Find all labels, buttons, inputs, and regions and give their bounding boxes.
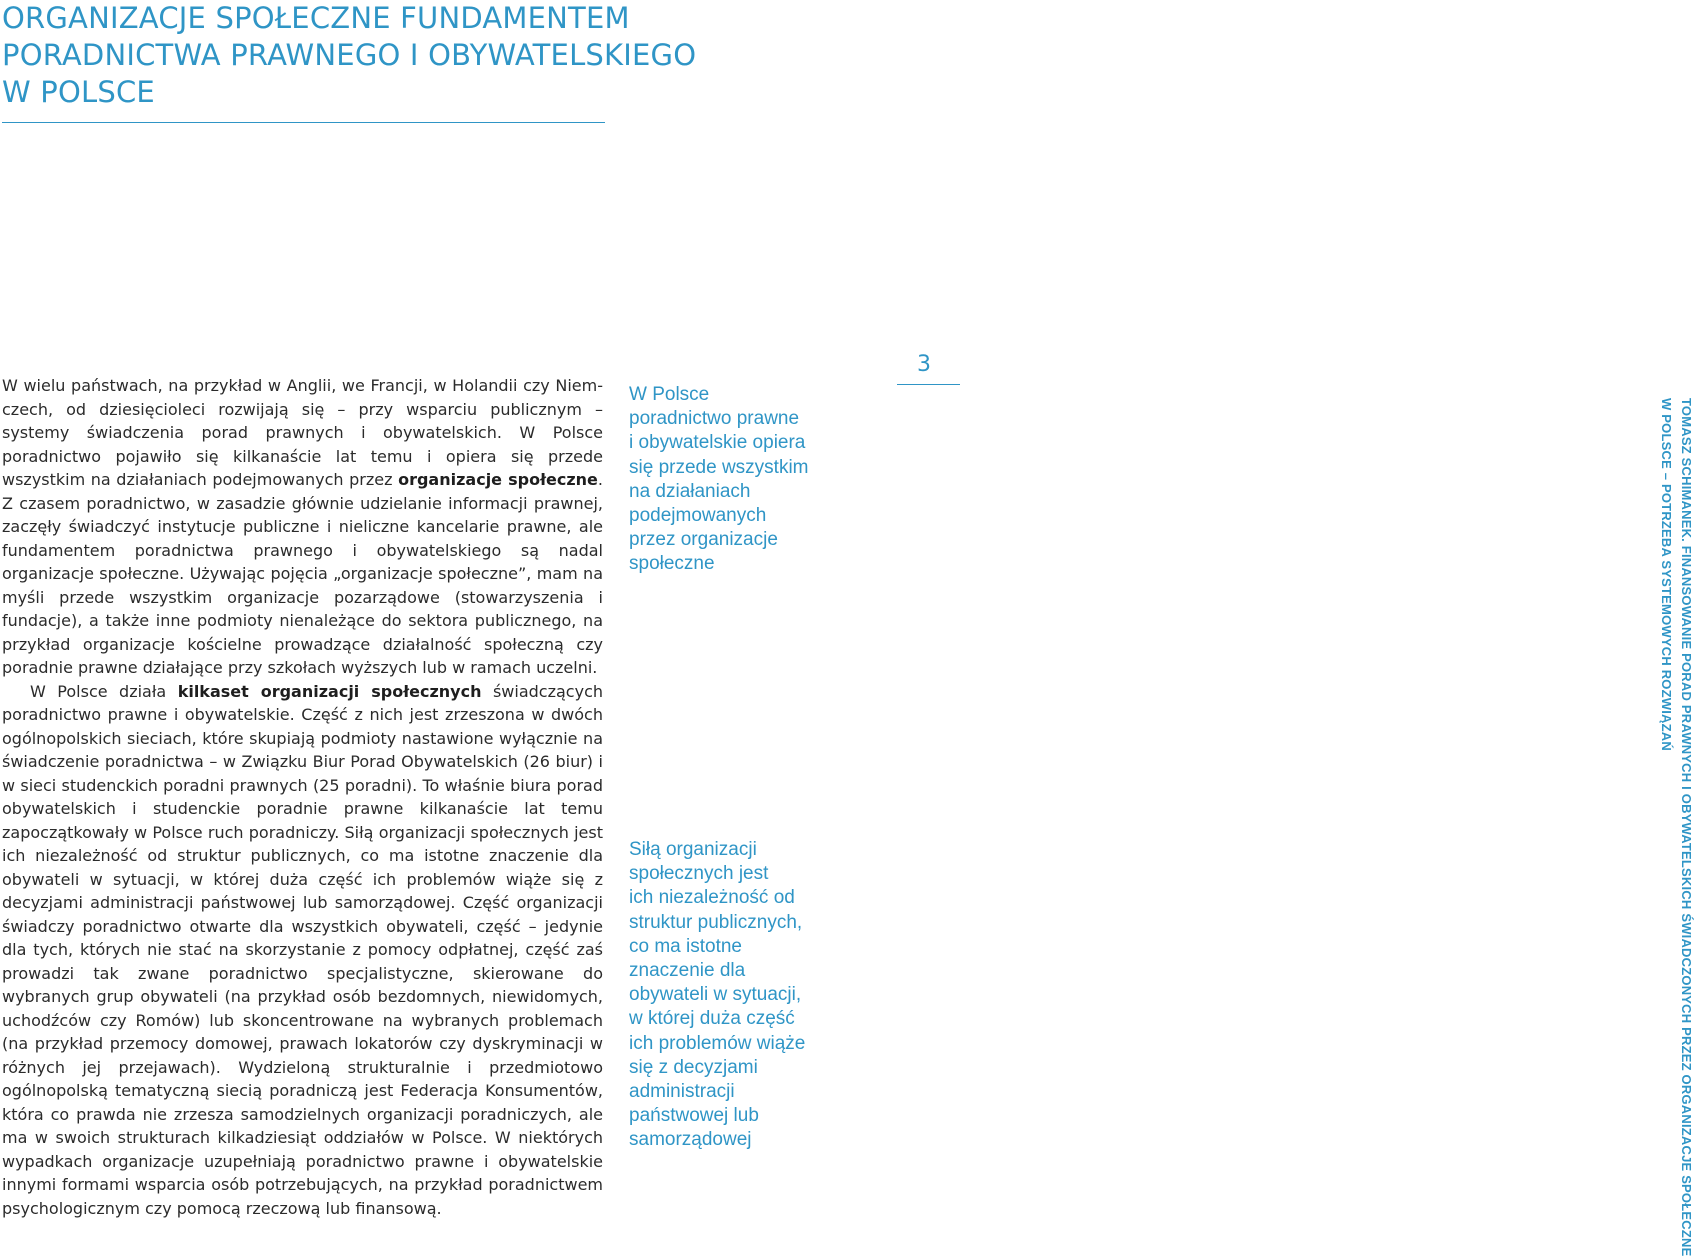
- sidenote-line: ich niezależność od: [629, 887, 795, 909]
- sidenote-line: poradnictwo prawne: [629, 408, 800, 430]
- chapter-title-line: W POLSCE: [2, 75, 155, 109]
- sidenote-line: samorządowej: [629, 1129, 752, 1151]
- sidenote-line: na działaniach: [629, 480, 751, 502]
- sidenote-line: państwowej lub: [629, 1105, 759, 1127]
- emphasis: organizacje społeczne: [398, 470, 598, 489]
- page-number-rule: [897, 384, 960, 385]
- sidenote-line: w której duża część: [629, 1008, 795, 1030]
- paragraph-text: W Polsce działa: [30, 681, 178, 701]
- running-head-line: W POLSCE – POTRZEBA SYSTEMOWYCH ROZWIĄZAŃ: [1659, 398, 1674, 751]
- sidenote-line: W Polsce: [629, 384, 710, 405]
- sidenote-line: się z decyzjami: [629, 1056, 758, 1078]
- chapter-title-line: ORGANIZACJE SPOŁECZNE FUNDAMENTEM: [2, 1, 630, 35]
- paragraph-text: . Z czasem poradnictwo, w zasadzie głównie udzielanie informacji prawnej, zaczęły świadczyć instytucje publiczne i nieliczne kancelarie prawne, ale fundamentem poradnictwa prawnego i obywatelskiego są nadal organizacje społeczne. Używając pojęcia „organizacje społeczne”, mam na myśli przede wszystkim organizacje pozarządowe (stowarzyszenia i fundacje), a także inne podmioty nienależące do sektora publicznego, na przykład organizacje kościelne prowadzące działalność społeczną czy poradnie prawne działające przy szkołach wyższych lub w ramach uczelni.: [2, 470, 603, 677]
- running-head: [896, 398, 1696, 1256]
- sidenote-line: i obywatelskie opiera: [629, 432, 806, 454]
- paragraph: [2, 680, 603, 1221]
- running-head-line: TOMASZ SCHIMANEK. FINANSOWANIE PORAD PRAWNYCH I OBYWATELSKICH ŚWIADCZONYCH PRZEZ ORGANIZACJE SPOŁECZNE: [1679, 398, 1694, 1256]
- sidenote-line: się przede wszystkim: [629, 456, 809, 478]
- sidenote-line: społeczne: [629, 553, 715, 575]
- emphasis: kilkaset organizacji społecznych: [177, 681, 482, 701]
- title-divider: [2, 122, 605, 123]
- sidenote-line: obywateli w sytuacji,: [629, 984, 802, 1006]
- sidenote-line: Siłą organizacji: [629, 839, 757, 860]
- sidenote-quote: [629, 838, 854, 1153]
- body-text: [2, 374, 603, 1220]
- sidenote-line: społecznych jest: [629, 863, 769, 885]
- sidenote-quote: [629, 383, 854, 577]
- sidenote-line: co ma istotne: [629, 935, 742, 957]
- chapter-title: [2, 0, 697, 111]
- sidenote-line: ich problemów wiąże: [629, 1032, 806, 1054]
- sidenote-line: struktur publicznych,: [629, 911, 803, 933]
- chapter-title-line: PORADNICTWA PRAWNEGO I OBYWATELSKIEGO: [2, 38, 697, 72]
- paragraph: [2, 374, 603, 680]
- sidenote-line: znaczenie dla: [629, 960, 746, 982]
- sidenote-line: przez organizacje: [629, 529, 778, 551]
- paragraph-text: świadczących poradnictwo prawne i obywatelskie. Część z nich jest zrzeszona w dwóch ogólnopolskich sieciach, które skupiają podmioty nastawione wyłącznie na świadczenie poradnictwa – w Związku Biur Porad Obywatelskich (26 biur) i w sieci studenckich poradni prawnych (25 poradni). To właśnie biura porad obywatelskich i studenckie poradnie prawne kilkanaście lat temu zapoczątkowały w Polsce ruch poradniczy. Siłą organizacji społecznych jest ich niezależność od struktur publicznych, co ma istotne znaczenie dla obywateli w sytuacji, w której duża część ich problemów wiąże się z decyzjami administracji państwowej lub samorządowej. Część organizacji świadczy poradnictwo otwarte dla wszystkich obywateli, część – jedynie dla tych, których nie stać na skorzystanie z pomocy odpłatnej, część zaś prowadzi tak zwane poradnictwo specjalistyczne, skierowane do wybranych grup obywateli (na przykład osób bezdomnych, niewidomych, uchodźców czy Romów) lub skoncentrowane na wybranych problemach (na przykład przemocy domowej, prawach lokatorów czy dyskryminacji w różnych jej przejawach). Wydzieloną strukturalnie i przedmiotowo ogólnopolską tematyczną siecią poradniczą jest Federacja Konsumentów, która co prawda nie zrzesza samodzielnych organizacji poradniczych, ale ma w swoich strukturach kilkadziesiąt oddziałów w Polsce. W niektórych wypadkach organizacje uzupełniają poradnictwo prawne i obywatelskie innymi formami wsparcia osób potrzebujących, na przykład poradnictwem psychologicznym czy pomocą rzeczową lub finansową.: [2, 681, 604, 1218]
- paragraph-text: W wielu państwach, na przykład w Anglii, we Francji, w Holandii czy Niemczech, od dziesięcioleci rozwijają się – przy wsparciu publicznym – systemy świadczenia porad prawnych i obywatelskich. W Polsce poradnictwo pojawiło się kilkanaście lat temu i opiera się przede wszystkim na działaniach podejmowanych przez: [2, 376, 603, 489]
- sidenote-line: podejmowanych: [629, 505, 767, 527]
- sidenote-line: administracji: [629, 1081, 735, 1103]
- page-number: 3: [917, 352, 931, 377]
